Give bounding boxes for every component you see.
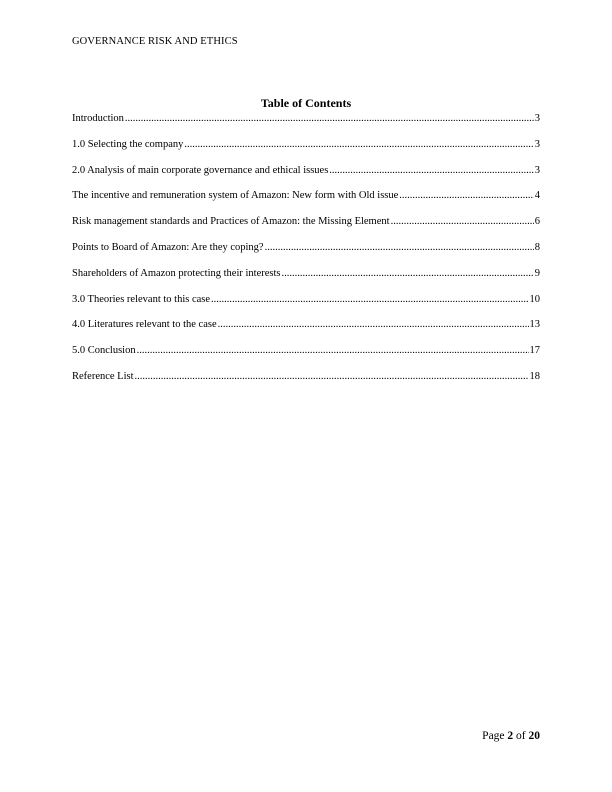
toc-entry-page: 3: [534, 113, 540, 124]
toc-dot-leader: [125, 112, 534, 126]
toc-entry-page: 8: [534, 241, 540, 253]
toc-entry-literatures[interactable]: [72, 318, 540, 344]
toc-dot-leader: [135, 370, 529, 384]
toc-entry-label: Risk management standards and Practices of Amazon: the Missing Element: [72, 216, 390, 228]
toc-entry-risk-management[interactable]: [72, 215, 540, 241]
toc-entry-label: 2.0 Analysis of main corporate governance and ethical issues: [72, 164, 329, 176]
toc-entry-board[interactable]: [72, 241, 540, 267]
toc-entry-label: 4.0 Literatures relevant to the case: [72, 319, 217, 331]
table-of-contents: [72, 112, 540, 396]
toc-dot-leader: [218, 318, 529, 332]
toc-entry-page: 9: [534, 267, 540, 279]
page-number-footer: [482, 730, 540, 742]
toc-dot-leader: [399, 189, 533, 203]
toc-entry-label: Introduction: [72, 113, 124, 124]
toc-entry-page: 4: [534, 190, 540, 202]
toc-entry-label: Shareholders of Amazon protecting their interests: [72, 267, 281, 279]
toc-entry-label: 5.0 Conclusion: [72, 345, 136, 357]
toc-entry-page: 10: [529, 293, 540, 305]
toc-dot-leader: [211, 293, 528, 307]
toc-entry-selecting-company[interactable]: [72, 138, 540, 164]
toc-entry-label: 3.0 Theories relevant to this case: [72, 293, 211, 305]
toc-title: Table of Contents: [260, 96, 352, 110]
toc-entry-page: 13: [529, 319, 540, 331]
page-word: Page: [482, 730, 505, 742]
toc-entry-incentive[interactable]: [72, 189, 540, 215]
toc-dot-leader: [137, 344, 529, 358]
toc-dot-leader: [184, 138, 533, 152]
toc-entry-label: The incentive and remuneration system of Amazon: New form with Old issue: [72, 190, 399, 202]
toc-dot-leader: [391, 215, 534, 229]
toc-dot-leader: [281, 267, 533, 281]
toc-entry-reference-list[interactable]: [72, 370, 540, 396]
toc-entry-page: 18: [529, 370, 540, 382]
toc-entry-label: Points to Board of Amazon: Are they coping?: [72, 241, 264, 253]
running-header: GOVERNANCE RISK AND ETHICS: [72, 36, 238, 47]
toc-dot-leader: [329, 164, 533, 178]
toc-entry-conclusion[interactable]: [72, 344, 540, 370]
toc-entry-label: Reference List: [72, 370, 134, 382]
toc-entry-page: 3: [534, 138, 540, 150]
toc-entry-page: 17: [529, 345, 540, 357]
toc-entry-page: 3: [534, 164, 540, 176]
toc-entry-page: 6: [534, 216, 540, 228]
total-pages-number: 20: [528, 730, 540, 742]
of-word: of: [516, 730, 526, 742]
toc-entry-theories[interactable]: [72, 293, 540, 319]
toc-entry-shareholders[interactable]: [72, 267, 540, 293]
toc-entry-introduction[interactable]: [72, 112, 540, 138]
toc-entry-analysis[interactable]: [72, 164, 540, 190]
toc-dot-leader: [265, 241, 534, 255]
toc-entry-label: 1.0 Selecting the company: [72, 138, 184, 150]
current-page-number: 2: [507, 730, 514, 742]
